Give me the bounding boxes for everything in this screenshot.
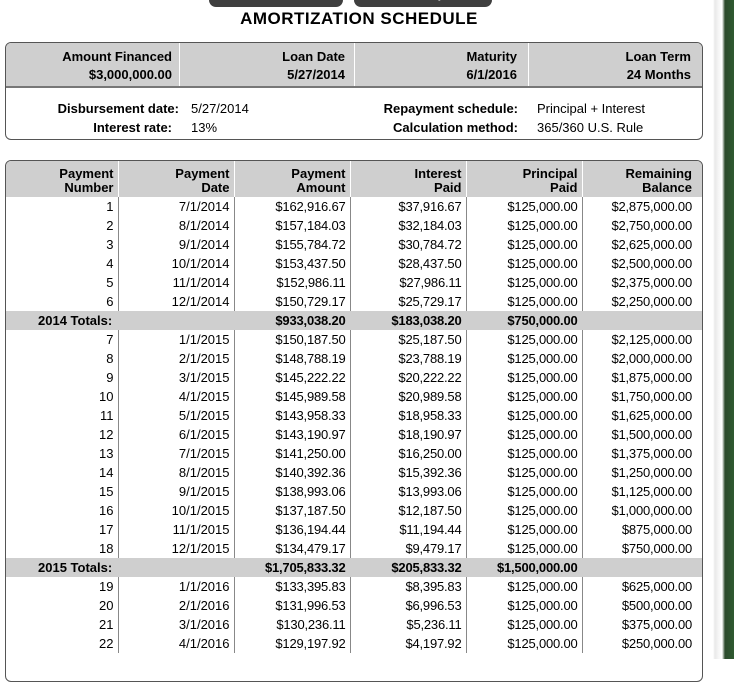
interest-paid-cell: $32,184.03 <box>350 216 466 235</box>
loan-summary-panel <box>5 42 703 140</box>
payment-date-cell: 8/1/2015 <box>118 463 234 482</box>
payment-date-cell <box>118 558 234 577</box>
remaining-balance-cell: $1,875,000.00 <box>611 370 692 385</box>
table-row <box>6 235 702 254</box>
payment-amount-cell: $136,194.44 <box>234 520 350 539</box>
payment-number-cell: 6 <box>6 292 118 311</box>
table-row <box>6 577 702 596</box>
interest-paid-cell: $37,916.67 <box>350 197 466 216</box>
amount-financed-value: $3,000,000.00 <box>88 67 172 82</box>
remaining-balance-cell: $1,375,000.00 <box>611 446 692 461</box>
col-header-principal-paid <box>466 161 582 197</box>
payment-amount-cell: $138,993.06 <box>234 482 350 501</box>
remaining-balance-cell: $500,000.00 <box>621 598 692 613</box>
principal-paid-cell: $125,000.00 <box>466 292 582 311</box>
payment-amount-cell: $130,236.11 <box>234 615 350 634</box>
remaining-balance-cell: $750,000.00 <box>621 541 692 556</box>
interest-paid-cell: $4,197.92 <box>350 634 466 653</box>
interest-rate-label: Interest rate: <box>93 120 172 135</box>
principal-paid-cell: $125,000.00 <box>466 577 582 596</box>
totals-label: 2015 Totals: <box>6 558 118 577</box>
payment-date-cell: 10/1/2015 <box>118 501 234 520</box>
payment-number-cell: 18 <box>6 539 118 558</box>
col-header-line: Interest <box>414 166 462 181</box>
table-row <box>6 463 702 482</box>
payment-number-cell: 21 <box>6 615 118 634</box>
payment-number-cell: 19 <box>6 577 118 596</box>
print-button-label <box>261 0 291 1</box>
amortization-table <box>6 161 702 653</box>
payment-amount-cell: $143,190.97 <box>234 425 350 444</box>
calculation-method-label: Calculation method: <box>393 120 518 135</box>
payment-number-cell: 11 <box>6 406 118 425</box>
amount-financed <box>6 43 172 86</box>
remaining-balance-cell: $2,625,000.00 <box>611 237 692 252</box>
payment-date-cell: 1/1/2016 <box>118 577 234 596</box>
payment-date-cell: 7/1/2014 <box>118 197 234 216</box>
payment-date-cell <box>118 311 234 330</box>
table-row <box>6 292 702 311</box>
payment-date-cell: 9/1/2015 <box>118 482 234 501</box>
col-header-line: Number <box>64 180 114 195</box>
repayment-schedule-value: Principal + Interest <box>537 101 646 116</box>
table-row <box>6 539 702 558</box>
col-header-line: Paid <box>550 180 578 195</box>
loan-term-label: Loan Term <box>625 49 691 64</box>
principal-paid-cell: $125,000.00 <box>466 520 582 539</box>
interest-paid-cell: $15,392.36 <box>350 463 466 482</box>
remaining-balance-cell: $2,000,000.00 <box>611 351 692 366</box>
table-row <box>6 254 702 273</box>
payment-amount-cell: $148,788.19 <box>234 349 350 368</box>
table-row <box>6 387 702 406</box>
col-header-payment-date <box>118 161 234 197</box>
table-row <box>6 634 702 653</box>
payment-number-cell: 12 <box>6 425 118 444</box>
table-row <box>6 596 702 615</box>
maturity-label: Maturity <box>466 49 517 64</box>
payment-date-cell: 3/1/2015 <box>118 368 234 387</box>
table-row <box>6 520 702 539</box>
principal-paid-cell: $125,000.00 <box>466 254 582 273</box>
page-title: AMORTIZATION SCHEDULE <box>240 9 478 28</box>
col-header-payment-amount <box>234 161 350 197</box>
payment-amount-cell: $143,958.33 <box>234 406 350 425</box>
interest-paid-cell: $23,788.19 <box>350 349 466 368</box>
remaining-balance-cell <box>582 311 702 330</box>
table-header-row <box>6 161 702 197</box>
loan-date-value: 5/27/2014 <box>287 67 345 82</box>
payment-amount-cell: $129,197.92 <box>234 634 350 653</box>
loan-date-label: Loan Date <box>282 49 345 64</box>
payment-number-cell: 4 <box>6 254 118 273</box>
payment-amount-cell: $137,187.50 <box>234 501 350 520</box>
remaining-balance-cell: $375,000.00 <box>621 617 692 632</box>
payment-date-cell: 4/1/2016 <box>118 634 234 653</box>
loan-summary-header <box>6 43 702 88</box>
table-row <box>6 482 702 501</box>
interest-paid-cell: $25,729.17 <box>350 292 466 311</box>
payment-number-cell: 16 <box>6 501 118 520</box>
remaining-balance-cell: $2,875,000.00 <box>611 199 692 214</box>
principal-paid-cell: $750,000.00 <box>466 311 582 330</box>
payment-amount-cell: $131,996.53 <box>234 596 350 615</box>
disbursement-date-label: Disbursement date: <box>57 101 179 116</box>
payment-date-cell: 2/1/2015 <box>118 349 234 368</box>
loan-date <box>180 43 345 86</box>
excel-report-button[interactable] <box>354 0 492 7</box>
payment-number-cell: 7 <box>6 330 118 349</box>
payment-date-cell: 12/1/2015 <box>118 539 234 558</box>
col-header-remaining-balance <box>582 161 702 197</box>
interest-paid-cell: $205,833.32 <box>350 558 466 577</box>
payment-amount-cell: $153,437.50 <box>234 254 350 273</box>
payment-number-cell: 14 <box>6 463 118 482</box>
payment-amount-cell: $141,250.00 <box>234 444 350 463</box>
interest-paid-cell: $13,993.06 <box>350 482 466 501</box>
payment-date-cell: 12/1/2014 <box>118 292 234 311</box>
payment-amount-cell: $150,729.17 <box>234 292 350 311</box>
payment-amount-cell: $145,222.22 <box>234 368 350 387</box>
window-edge <box>713 0 734 659</box>
disbursement-date-value: 5/27/2014 <box>191 101 249 116</box>
repayment-schedule-label: Repayment schedule: <box>383 101 518 116</box>
col-header-line: Principal <box>522 166 578 181</box>
col-header-interest-paid <box>350 161 466 197</box>
principal-paid-cell: $1,500,000.00 <box>466 558 582 577</box>
principal-paid-cell: $125,000.00 <box>466 482 582 501</box>
interest-paid-cell: $20,989.58 <box>350 387 466 406</box>
payment-date-cell: 7/1/2015 <box>118 444 234 463</box>
remaining-balance-cell: $1,125,000.00 <box>611 484 692 499</box>
remaining-balance-cell: $1,625,000.00 <box>611 408 692 423</box>
table-row <box>6 501 702 520</box>
col-header-line: Paid <box>434 180 462 195</box>
col-header-line: Amount <box>296 180 346 195</box>
col-header-payment-number <box>6 161 118 197</box>
payment-number-cell: 17 <box>6 520 118 539</box>
remaining-balance-cell: $2,250,000.00 <box>611 294 692 309</box>
principal-paid-cell: $125,000.00 <box>466 273 582 292</box>
payment-amount-cell: $1,705,833.32 <box>234 558 350 577</box>
col-header-line: Payment <box>291 166 346 181</box>
payment-amount-cell: $155,784.72 <box>234 235 350 254</box>
principal-paid-cell: $125,000.00 <box>466 197 582 216</box>
payment-amount-cell: $140,392.36 <box>234 463 350 482</box>
table-row <box>6 406 702 425</box>
table-row <box>6 197 702 216</box>
payment-amount-cell: $152,986.11 <box>234 273 350 292</box>
principal-paid-cell: $125,000.00 <box>466 330 582 349</box>
remaining-balance-cell: $625,000.00 <box>621 579 692 594</box>
payment-date-cell: 5/1/2015 <box>118 406 234 425</box>
interest-paid-cell: $25,187.50 <box>350 330 466 349</box>
payment-date-cell: 3/1/2016 <box>118 615 234 634</box>
remaining-balance-cell: $1,500,000.00 <box>611 427 692 442</box>
payment-amount-cell: $145,989.58 <box>234 387 350 406</box>
interest-paid-cell: $27,986.11 <box>350 273 466 292</box>
payment-number-cell: 8 <box>6 349 118 368</box>
maturity-value: 6/1/2016 <box>466 67 517 82</box>
table-row <box>6 368 702 387</box>
payment-number-cell: 9 <box>6 368 118 387</box>
remaining-balance-cell: $2,375,000.00 <box>611 275 692 290</box>
payment-amount-cell: $157,184.03 <box>234 216 350 235</box>
interest-paid-cell: $11,194.44 <box>350 520 466 539</box>
table-row <box>6 273 702 292</box>
interest-rate-value: 13% <box>191 120 218 135</box>
interest-paid-cell: $28,437.50 <box>350 254 466 273</box>
col-header-line: Payment <box>59 166 114 181</box>
payment-amount-cell: $134,479.17 <box>234 539 350 558</box>
payment-date-cell: 10/1/2014 <box>118 254 234 273</box>
payment-number-cell: 1 <box>6 197 118 216</box>
maturity <box>355 43 517 86</box>
payment-number-cell: 10 <box>6 387 118 406</box>
print-button[interactable] <box>209 0 343 7</box>
payment-date-cell: 6/1/2015 <box>118 425 234 444</box>
table-row <box>6 349 702 368</box>
remaining-balance-cell: $2,500,000.00 <box>611 256 692 271</box>
principal-paid-cell: $125,000.00 <box>466 501 582 520</box>
payment-amount-cell: $150,187.50 <box>234 330 350 349</box>
table-row <box>6 216 702 235</box>
payment-number-cell: 20 <box>6 596 118 615</box>
remaining-balance-cell: $875,000.00 <box>621 522 692 537</box>
payment-amount-cell: $162,916.67 <box>234 197 350 216</box>
principal-paid-cell: $125,000.00 <box>466 235 582 254</box>
col-header-line: Date <box>201 180 230 195</box>
interest-paid-cell: $12,187.50 <box>350 501 466 520</box>
col-header-line: Remaining <box>625 166 692 181</box>
interest-paid-cell: $8,395.83 <box>350 577 466 596</box>
interest-paid-cell: $9,479.17 <box>350 539 466 558</box>
payment-amount-cell: $133,395.83 <box>234 577 350 596</box>
principal-paid-cell: $125,000.00 <box>466 368 582 387</box>
payment-number-cell: 22 <box>6 634 118 653</box>
payment-date-cell: 2/1/2016 <box>118 596 234 615</box>
payment-number-cell: 2 <box>6 216 118 235</box>
loan-term-value: 24 Months <box>626 67 691 82</box>
excel-report-button-label <box>383 0 462 1</box>
remaining-balance-cell: $2,750,000.00 <box>611 218 692 233</box>
interest-paid-cell: $18,958.33 <box>350 406 466 425</box>
interest-paid-cell: $183,038.20 <box>350 311 466 330</box>
interest-paid-cell: $16,250.00 <box>350 444 466 463</box>
payment-amount-cell: $933,038.20 <box>234 311 350 330</box>
remaining-balance-cell: $1,750,000.00 <box>611 389 692 404</box>
interest-paid-cell: $5,236.11 <box>350 615 466 634</box>
payment-number-cell: 3 <box>6 235 118 254</box>
amortization-table-panel <box>5 160 703 682</box>
principal-paid-cell: $125,000.00 <box>466 349 582 368</box>
principal-paid-cell: $125,000.00 <box>466 425 582 444</box>
interest-paid-cell: $18,190.97 <box>350 425 466 444</box>
interest-paid-cell: $6,996.53 <box>350 596 466 615</box>
col-header-line: Balance <box>642 180 692 195</box>
table-row <box>6 444 702 463</box>
col-header-line: Payment <box>175 166 230 181</box>
remaining-balance-cell: $1,250,000.00 <box>611 465 692 480</box>
payment-date-cell: 9/1/2014 <box>118 235 234 254</box>
principal-paid-cell: $125,000.00 <box>466 406 582 425</box>
interest-paid-cell: $30,784.72 <box>350 235 466 254</box>
remaining-balance-cell <box>582 558 702 577</box>
principal-paid-cell: $125,000.00 <box>466 463 582 482</box>
totals-row <box>6 558 702 577</box>
interest-paid-cell: $20,222.22 <box>350 368 466 387</box>
payment-date-cell: 4/1/2015 <box>118 387 234 406</box>
totals-label: 2014 Totals: <box>6 311 118 330</box>
principal-paid-cell: $125,000.00 <box>466 444 582 463</box>
payment-date-cell: 11/1/2014 <box>118 273 234 292</box>
calculation-method-value: 365/360 U.S. Rule <box>537 120 644 135</box>
payment-number-cell: 5 <box>6 273 118 292</box>
remaining-balance-cell: $2,125,000.00 <box>611 332 692 347</box>
table-body <box>6 197 702 653</box>
payment-date-cell: 11/1/2015 <box>118 520 234 539</box>
principal-paid-cell: $125,000.00 <box>466 216 582 235</box>
principal-paid-cell: $125,000.00 <box>466 615 582 634</box>
payment-number-cell: 13 <box>6 444 118 463</box>
principal-paid-cell: $125,000.00 <box>466 634 582 653</box>
principal-paid-cell: $125,000.00 <box>466 596 582 615</box>
table-row <box>6 615 702 634</box>
principal-paid-cell: $125,000.00 <box>466 387 582 406</box>
payment-number-cell: 15 <box>6 482 118 501</box>
totals-row <box>6 311 702 330</box>
table-row <box>6 425 702 444</box>
table-row <box>6 330 702 349</box>
remaining-balance-cell: $1,000,000.00 <box>611 503 692 518</box>
remaining-balance-cell: $250,000.00 <box>621 636 692 651</box>
payment-date-cell: 1/1/2015 <box>118 330 234 349</box>
loan-term <box>529 43 691 86</box>
amount-financed-label: Amount Financed <box>62 49 172 64</box>
principal-paid-cell: $125,000.00 <box>466 539 582 558</box>
payment-date-cell: 8/1/2014 <box>118 216 234 235</box>
